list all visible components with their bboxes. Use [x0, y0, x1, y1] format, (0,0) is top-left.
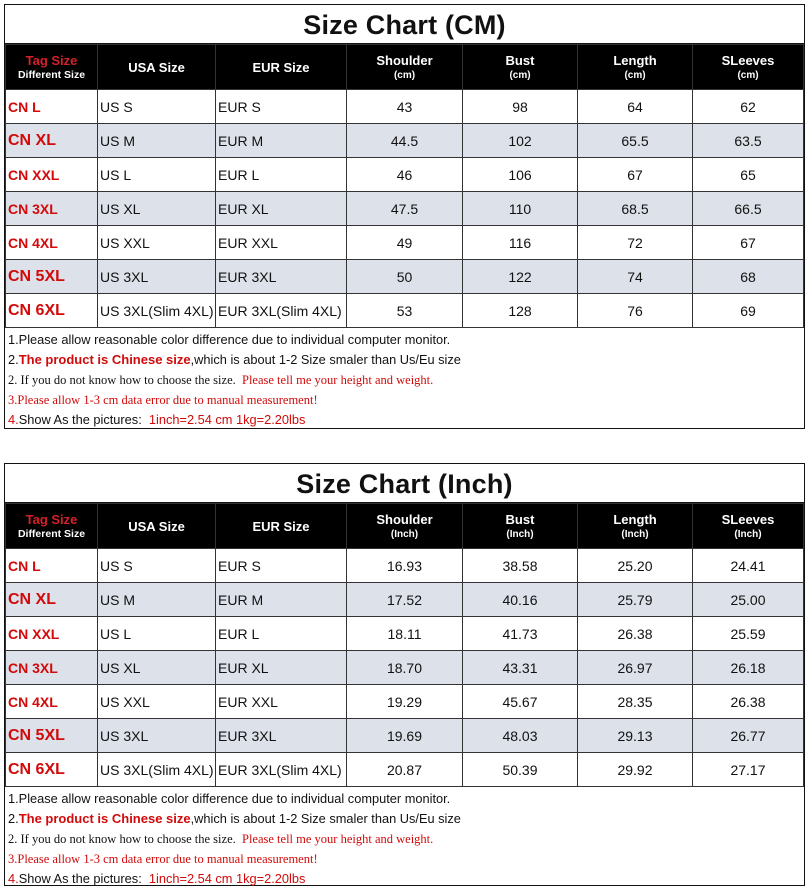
cell-eur-size: EUR M — [216, 583, 347, 617]
note-height-weight: Please tell me your height and weight. — [242, 373, 434, 387]
cell-shoulder: 46 — [347, 158, 463, 192]
cell-cn-size: CN L — [6, 90, 98, 124]
cell-eur-size: EUR 3XL — [216, 260, 347, 294]
cell-sleeves: 26.77 — [693, 719, 804, 753]
cell-eur-size: EUR XXL — [216, 226, 347, 260]
cell-eur-size: EUR XL — [216, 192, 347, 226]
cell-us-size: US 3XL(Slim 4XL) — [98, 294, 216, 328]
header-shoulder — [347, 45, 463, 90]
cell-bust: 45.67 — [463, 685, 578, 719]
cell-bust: 116 — [463, 226, 578, 260]
header-shoulder-unit: (Inch) — [390, 529, 419, 540]
cell-length: 25.20 — [578, 549, 693, 583]
cell-sleeves: 25.59 — [693, 617, 804, 651]
cell-us-size: US S — [98, 549, 216, 583]
cell-length: 65.5 — [578, 124, 693, 158]
cell-shoulder: 18.70 — [347, 651, 463, 685]
cell-sleeves: 27.17 — [693, 753, 804, 787]
cell-bust: 122 — [463, 260, 578, 294]
size-table — [5, 44, 804, 328]
cell-shoulder: 50 — [347, 260, 463, 294]
cell-eur-size: EUR S — [216, 90, 347, 124]
cell-bust: 38.58 — [463, 549, 578, 583]
note-conversion — [8, 869, 801, 889]
table-row — [6, 685, 804, 719]
cell-length: 28.35 — [578, 685, 693, 719]
header-bust-label: Bust — [505, 53, 535, 68]
header-sleeves-unit: (Inch) — [734, 529, 762, 540]
cell-length: 64 — [578, 90, 693, 124]
cell-sleeves: 66.5 — [693, 192, 804, 226]
note-color-difference: 1.Please allow reasonable color difference due to individual computer monitor. — [8, 332, 451, 347]
cell-bust: 43.31 — [463, 651, 578, 685]
note-chinese-size-rest: ,which is about 1-2 Size smaler than Us/Eu size — [190, 811, 461, 826]
cell-sleeves: 65 — [693, 158, 804, 192]
cell-length: 67 — [578, 158, 693, 192]
note-how-to-choose — [8, 370, 801, 390]
cell-sleeves: 24.41 — [693, 549, 804, 583]
cell-cn-size: CN 4XL — [6, 685, 98, 719]
cell-shoulder: 43 — [347, 90, 463, 124]
note-number: 4. — [8, 412, 19, 427]
cell-eur-size: EUR L — [216, 617, 347, 651]
header-row — [6, 45, 804, 90]
cell-shoulder: 19.69 — [347, 719, 463, 753]
header-eur-size: EUR Size — [216, 504, 347, 549]
cell-bust: 41.73 — [463, 617, 578, 651]
note-measurement-error: 3.Please allow 1-3 cm data error due to manual measurement! — [8, 393, 318, 407]
note-measurement-error: 3.Please allow 1-3 cm data error due to manual measurement! — [8, 852, 318, 866]
cell-shoulder: 44.5 — [347, 124, 463, 158]
header-length — [578, 504, 693, 549]
header-sleeves — [693, 504, 804, 549]
cell-cn-size: CN 6XL — [6, 294, 98, 328]
cell-shoulder: 18.11 — [347, 617, 463, 651]
cell-length: 68.5 — [578, 192, 693, 226]
notes — [5, 787, 804, 889]
cell-us-size: US M — [98, 583, 216, 617]
cell-us-size: US XL — [98, 192, 216, 226]
note-conversion-values: 1inch=2.54 cm 1kg=2.20lbs — [148, 412, 306, 427]
header-length-unit: (cm) — [624, 70, 646, 81]
note-number: 2. — [8, 352, 19, 367]
size-table — [5, 503, 804, 787]
cell-bust: 102 — [463, 124, 578, 158]
cell-cn-size: CN XXL — [6, 158, 98, 192]
header-length-label: Length — [613, 512, 657, 527]
cell-shoulder: 17.52 — [347, 583, 463, 617]
cell-cn-size: CN 4XL — [6, 226, 98, 260]
note-how-to-choose-text: 2. If you do not know how to choose the size. — [8, 373, 236, 387]
header-usa-size: USA Size — [98, 504, 216, 549]
header-sleeves — [693, 45, 804, 90]
cell-cn-size: CN 3XL — [6, 192, 98, 226]
cell-length: 26.97 — [578, 651, 693, 685]
note-how-to-choose — [8, 829, 801, 849]
note-height-weight: Please tell me your height and weight. — [242, 832, 434, 846]
cell-us-size: US L — [98, 617, 216, 651]
cell-cn-size: CN 5XL — [6, 260, 98, 294]
notes — [5, 328, 804, 430]
cell-us-size: US 3XL(Slim 4XL) — [98, 753, 216, 787]
cell-length: 26.38 — [578, 617, 693, 651]
table-row — [6, 158, 804, 192]
header-different-size-label: Different Size — [17, 528, 86, 540]
cell-bust: 40.16 — [463, 583, 578, 617]
cell-bust: 110 — [463, 192, 578, 226]
cell-eur-size: EUR S — [216, 549, 347, 583]
header-usa-size: USA Size — [98, 45, 216, 90]
header-tag-size-label: Tag Size — [25, 512, 78, 527]
note-chinese-size — [8, 350, 801, 370]
cell-cn-size: CN XL — [6, 124, 98, 158]
header-tag-size-label: Tag Size — [25, 53, 78, 68]
header-bust — [463, 45, 578, 90]
header-tag-size — [6, 45, 98, 90]
cell-sleeves: 26.18 — [693, 651, 804, 685]
cell-length: 72 — [578, 226, 693, 260]
note-how-to-choose-text: 2. If you do not know how to choose the size. — [8, 832, 236, 846]
cell-eur-size: EUR L — [216, 158, 347, 192]
cell-sleeves: 68 — [693, 260, 804, 294]
cell-shoulder: 19.29 — [347, 685, 463, 719]
cell-cn-size: CN XXL — [6, 617, 98, 651]
cell-shoulder: 49 — [347, 226, 463, 260]
header-bust-unit: (cm) — [509, 70, 531, 81]
cell-eur-size: EUR M — [216, 124, 347, 158]
table-row — [6, 124, 804, 158]
cell-shoulder: 16.93 — [347, 549, 463, 583]
header-length-unit: (Inch) — [621, 529, 649, 540]
cell-sleeves: 26.38 — [693, 685, 804, 719]
note-chinese-size-emphasis: The product is Chinese size — [18, 352, 191, 367]
note-chinese-size-rest: ,which is about 1-2 Size smaler than Us/Eu size — [190, 352, 461, 367]
chart-title: Size Chart (CM) — [5, 5, 804, 44]
table-row — [6, 583, 804, 617]
header-bust-label: Bust — [505, 512, 535, 527]
cell-us-size: US XL — [98, 651, 216, 685]
size-chart-cm — [4, 4, 805, 429]
size-chart-inch — [4, 463, 805, 886]
cell-us-size: US XXL — [98, 685, 216, 719]
note-color-difference: 1.Please allow reasonable color difference due to individual computer monitor. — [8, 791, 451, 806]
cell-sleeves: 69 — [693, 294, 804, 328]
cell-us-size: US S — [98, 90, 216, 124]
header-sleeves-label: SLeeves — [721, 53, 775, 68]
note-number: 2. — [8, 811, 19, 826]
cell-cn-size: CN L — [6, 549, 98, 583]
header-bust — [463, 504, 578, 549]
note-number: 4. — [8, 871, 19, 886]
header-shoulder-label: Shoulder — [376, 512, 433, 527]
table-row — [6, 617, 804, 651]
note-conversion-label: Show As the pictures: — [18, 871, 142, 886]
cell-shoulder: 53 — [347, 294, 463, 328]
table-row — [6, 549, 804, 583]
cell-eur-size: EUR 3XL — [216, 719, 347, 753]
cell-bust: 98 — [463, 90, 578, 124]
cell-us-size: US L — [98, 158, 216, 192]
cell-cn-size: CN 3XL — [6, 651, 98, 685]
cell-shoulder: 20.87 — [347, 753, 463, 787]
cell-length: 74 — [578, 260, 693, 294]
table-row — [6, 651, 804, 685]
cell-bust: 48.03 — [463, 719, 578, 753]
cell-eur-size: EUR XL — [216, 651, 347, 685]
table-row — [6, 719, 804, 753]
header-tag-size — [6, 504, 98, 549]
table-row — [6, 260, 804, 294]
header-length-label: Length — [613, 53, 657, 68]
cell-eur-size: EUR XXL — [216, 685, 347, 719]
header-shoulder — [347, 504, 463, 549]
cell-sleeves: 63.5 — [693, 124, 804, 158]
header-shoulder-label: Shoulder — [376, 53, 433, 68]
cell-cn-size: CN 6XL — [6, 753, 98, 787]
cell-us-size: US M — [98, 124, 216, 158]
cell-bust: 128 — [463, 294, 578, 328]
header-bust-unit: (Inch) — [506, 529, 534, 540]
cell-bust: 106 — [463, 158, 578, 192]
note-conversion-values: 1inch=2.54 cm 1kg=2.20lbs — [148, 871, 306, 886]
header-shoulder-unit: (cm) — [393, 70, 416, 81]
cell-bust: 50.39 — [463, 753, 578, 787]
cell-length: 29.92 — [578, 753, 693, 787]
cell-cn-size: CN XL — [6, 583, 98, 617]
chart-title: Size Chart (Inch) — [5, 464, 804, 503]
table-row — [6, 753, 804, 787]
cell-cn-size: CN 5XL — [6, 719, 98, 753]
header-sleeves-label: SLeeves — [721, 512, 775, 527]
cell-sleeves: 25.00 — [693, 583, 804, 617]
note-conversion-label: Show As the pictures: — [18, 412, 142, 427]
header-length — [578, 45, 693, 90]
note-chinese-size-emphasis: The product is Chinese size — [18, 811, 191, 826]
header-different-size-label: Different Size — [17, 69, 86, 81]
cell-us-size: US 3XL — [98, 260, 216, 294]
cell-length: 29.13 — [578, 719, 693, 753]
note-conversion — [8, 410, 801, 430]
table-row — [6, 226, 804, 260]
cell-eur-size: EUR 3XL(Slim 4XL) — [216, 294, 347, 328]
note-chinese-size — [8, 809, 801, 829]
table-row — [6, 192, 804, 226]
cell-sleeves: 62 — [693, 90, 804, 124]
cell-sleeves: 67 — [693, 226, 804, 260]
header-eur-size: EUR Size — [216, 45, 347, 90]
table-row — [6, 294, 804, 328]
cell-us-size: US 3XL — [98, 719, 216, 753]
header-row — [6, 504, 804, 549]
cell-length: 25.79 — [578, 583, 693, 617]
cell-eur-size: EUR 3XL(Slim 4XL) — [216, 753, 347, 787]
cell-length: 76 — [578, 294, 693, 328]
cell-us-size: US XXL — [98, 226, 216, 260]
table-row — [6, 90, 804, 124]
header-sleeves-unit: (cm) — [737, 70, 759, 81]
cell-shoulder: 47.5 — [347, 192, 463, 226]
